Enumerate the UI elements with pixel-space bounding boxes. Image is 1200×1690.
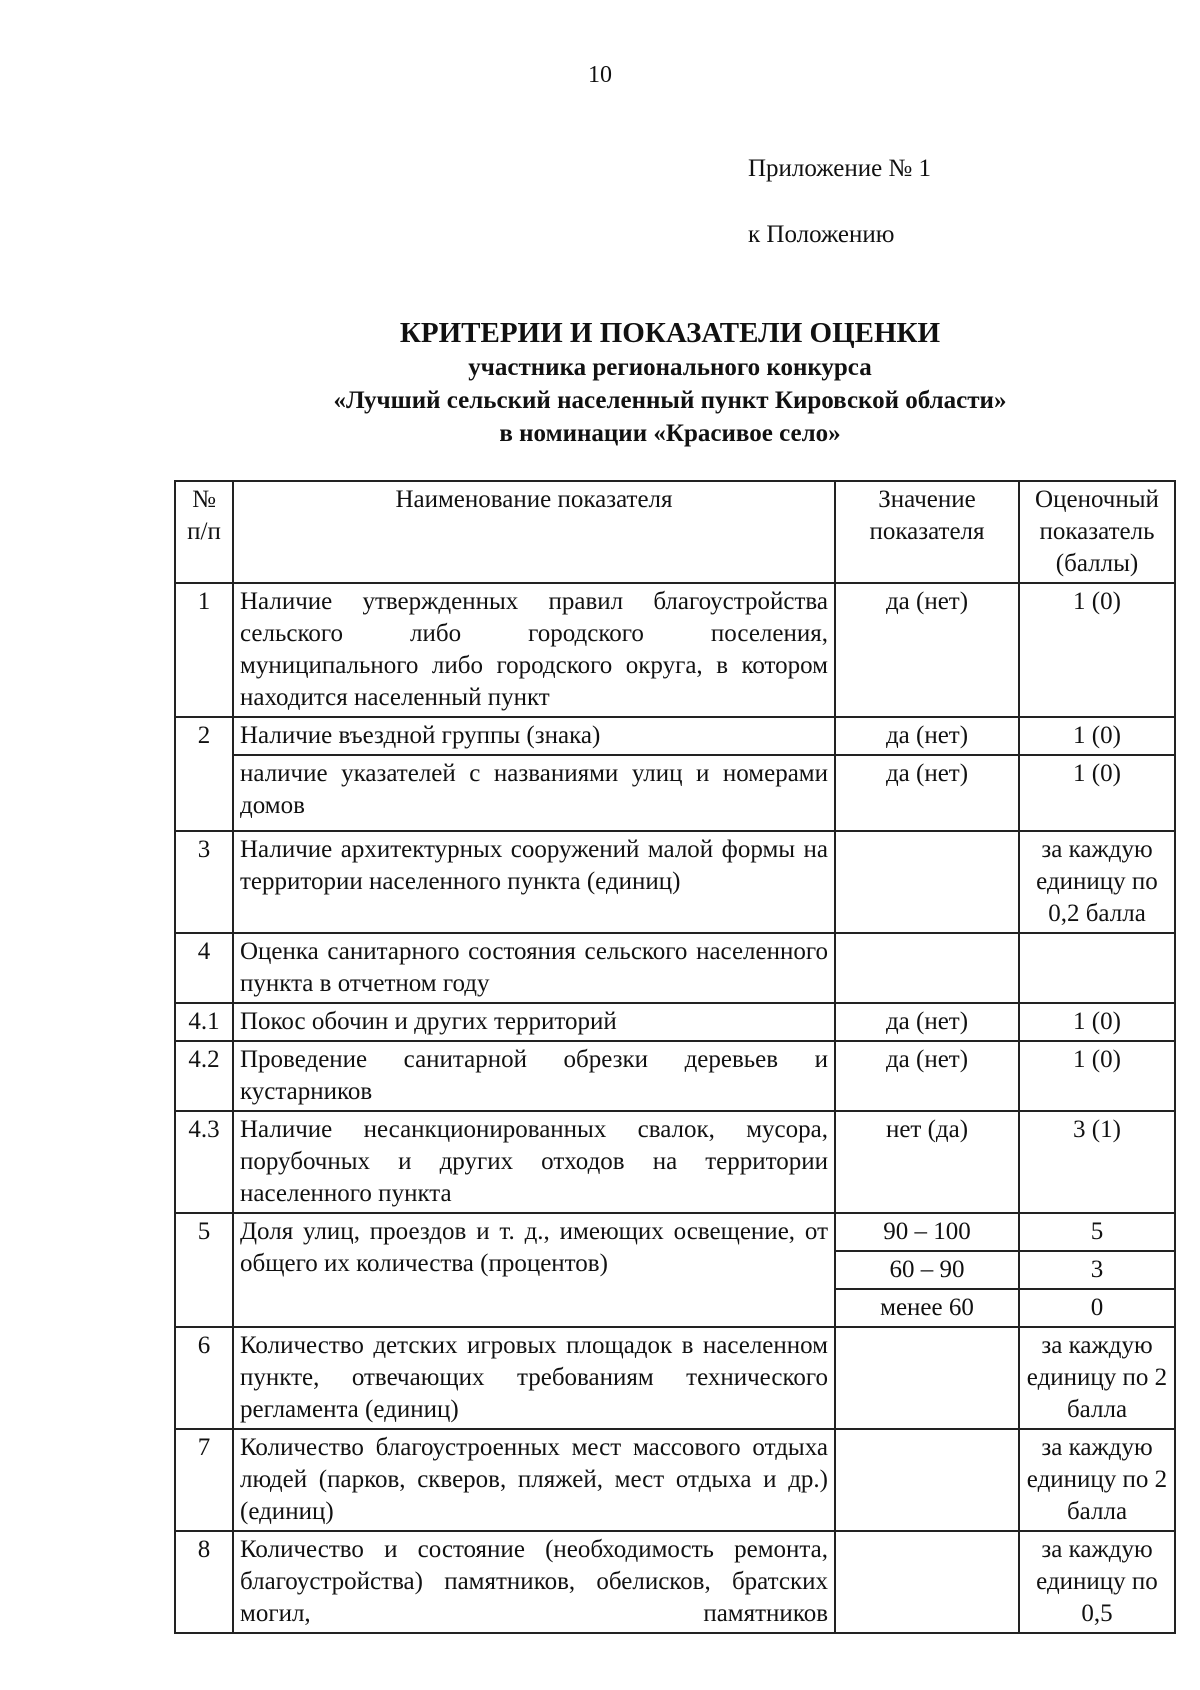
title-sub-3: в номинации «Красивое село» [499, 420, 841, 447]
row-name: наличие указателей с названиями улиц и номерами домов [233, 755, 835, 831]
appendix-reference: к Положению [748, 221, 895, 248]
row-score: 1 (0) [1019, 755, 1175, 831]
row-num: 5 [175, 1213, 233, 1327]
table-row [175, 1111, 1175, 1213]
criteria-table [174, 480, 1176, 1634]
table-row [175, 831, 1175, 933]
title-main: КРИТЕРИИ И ПОКАЗАТЕЛИ ОЦЕНКИ [399, 317, 941, 349]
row-num: 4.3 [175, 1111, 233, 1213]
table-row [175, 1327, 1175, 1429]
row-score: 5 [1019, 1213, 1175, 1251]
row-value [835, 831, 1019, 933]
row-num: 4.1 [175, 1003, 233, 1041]
table-row [175, 717, 1175, 755]
header-name: Наименование показателя [233, 481, 835, 583]
header-value: Значение показателя [835, 481, 1019, 583]
title-sub-2: «Лучший сельский населенный пункт Кировской области» [333, 387, 1007, 414]
row-score: 1 (0) [1019, 717, 1175, 755]
row-name: Количество и состояние (необходимость ремонта, благоустройства) памятников, обелисков, братских могил, памятников [233, 1531, 835, 1633]
table-row [175, 755, 1175, 831]
row-num: 8 [175, 1531, 233, 1633]
row-score: 1 (0) [1019, 1003, 1175, 1041]
table-row [175, 1041, 1175, 1111]
row-value [835, 1327, 1019, 1429]
row-name: Количество детских игровых площадок в населенном пункте, отвечающих требованиям технического регламента (единиц) [233, 1327, 835, 1429]
row-value: да (нет) [835, 583, 1019, 717]
appendix-label: Приложение № 1 [748, 155, 932, 182]
table-row [175, 1429, 1175, 1531]
row-name: Количество благоустроенных мест массового отдыха людей (парков, скверов, пляжей, мест отдыха и др.) (единиц) [233, 1429, 835, 1531]
document-title [160, 315, 1180, 450]
row-score: 0 [1019, 1289, 1175, 1327]
table-row [175, 1213, 1175, 1251]
page-number: 10 [588, 62, 612, 88]
row-score: 1 (0) [1019, 1041, 1175, 1111]
row-value: да (нет) [835, 717, 1019, 755]
row-name: Наличие архитектурных сооружений малой формы на территории населенного пункта (единиц) [233, 831, 835, 933]
row-num: 3 [175, 831, 233, 933]
row-value [835, 1429, 1019, 1531]
row-score [1019, 933, 1175, 1003]
header-num: № п/п [175, 481, 233, 583]
row-value: 90 – 100 [835, 1213, 1019, 1251]
row-name: Покос обочин и других территорий [233, 1003, 835, 1041]
row-score: 1 (0) [1019, 583, 1175, 717]
row-score: 3 [1019, 1251, 1175, 1289]
row-num: 7 [175, 1429, 233, 1531]
row-value [835, 933, 1019, 1003]
row-score: 3 (1) [1019, 1111, 1175, 1213]
row-name: Проведение санитарной обрезки деревьев и кустарников [233, 1041, 835, 1111]
row-value: 60 – 90 [835, 1251, 1019, 1289]
table-row [175, 1531, 1175, 1633]
row-name: Наличие утвержденных правил благоустройства сельского либо городского поселения, муниципального либо городского округа, в котором находится населенный пункт [233, 583, 835, 717]
row-value: нет (да) [835, 1111, 1019, 1213]
row-name: Наличие въездной группы (знака) [233, 717, 835, 755]
row-num: 4 [175, 933, 233, 1003]
row-name: Наличие несанкционированных свалок, мусора, порубочных и других отходов на территории населенного пункта [233, 1111, 835, 1213]
row-num: 6 [175, 1327, 233, 1429]
row-name: Доля улиц, проездов и т. д., имеющих освещение, от общего их количества (процентов) [233, 1213, 835, 1327]
title-sub-1: участника регионального конкурса [468, 354, 872, 381]
table-row [175, 583, 1175, 717]
table-row [175, 1003, 1175, 1041]
header-score: Оценочный показатель (баллы) [1019, 481, 1175, 583]
row-value: менее 60 [835, 1289, 1019, 1327]
row-score: за каждую единицу по 0,2 балла [1019, 831, 1175, 933]
row-num: 1 [175, 583, 233, 717]
table-row [175, 933, 1175, 1003]
row-value: да (нет) [835, 755, 1019, 831]
row-value: да (нет) [835, 1003, 1019, 1041]
row-name: Оценка санитарного состояния сельского населенного пункта в отчетном году [233, 933, 835, 1003]
row-num: 4.2 [175, 1041, 233, 1111]
row-score: за каждую единицу по 0,5 [1019, 1531, 1175, 1633]
row-score: за каждую единицу по 2 балла [1019, 1429, 1175, 1531]
row-value [835, 1531, 1019, 1633]
table-header-row [175, 481, 1175, 583]
row-num: 2 [175, 717, 233, 831]
row-score: за каждую единицу по 2 балла [1019, 1327, 1175, 1429]
row-value: да (нет) [835, 1041, 1019, 1111]
